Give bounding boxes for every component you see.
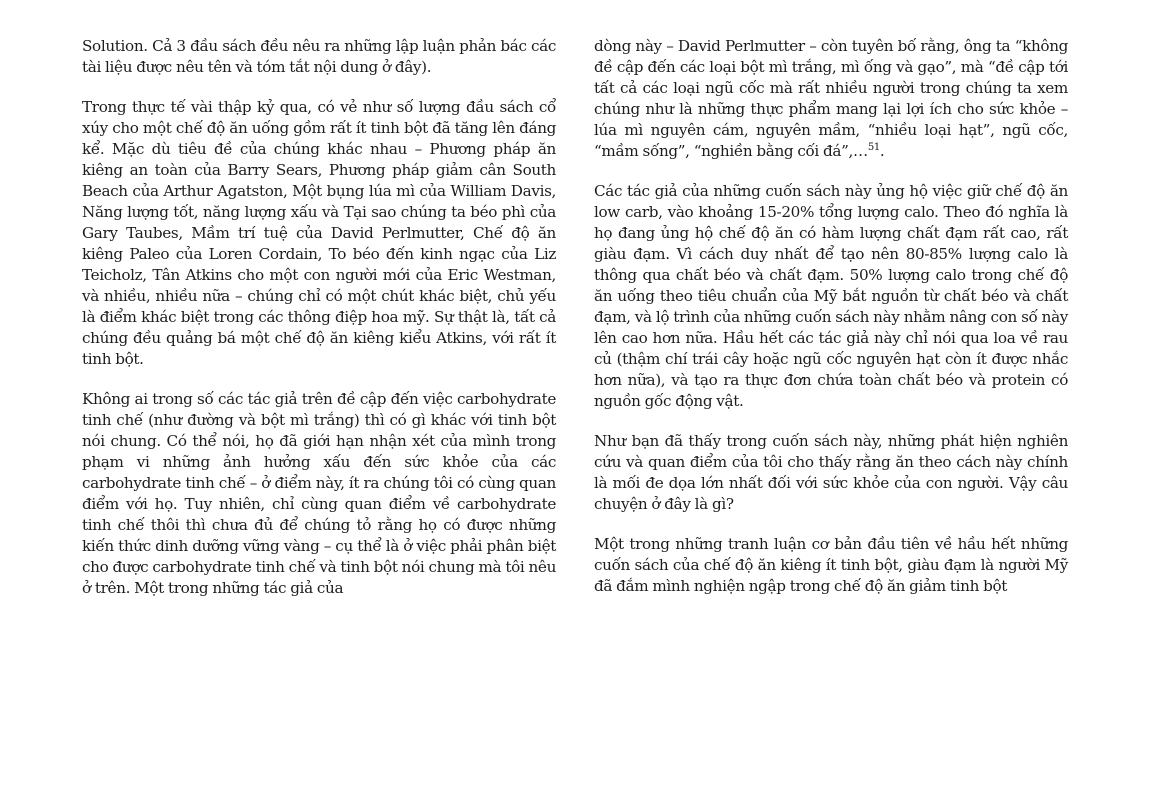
paragraph bbox=[594, 36, 1068, 162]
footnote-reference[interactable]: 51 bbox=[867, 141, 880, 153]
paragraph: Không ai trong số các tác giả trên đề cập đến việc carbohydrate tinh chế (như đường và bột mì trắng) thì có gì khác với tinh bột nói chung. Có thể nói, họ đã giới hạn nhận xét của mình trong phạm vi những ảnh hưởng xấu đến sức khỏe của các carbohydrate tinh chế – ở điểm này, ít ra chúng tôi có cùng quan điểm với họ. Tuy nhiên, chỉ cùng quan điểm về carbohydrate tinh chế thôi thì chưa đủ để chúng tỏ rằng họ có được những kiến thức dinh dưỡng vững vàng – cụ thể là ở việc phải phân biệt cho được carbohydrate tinh chế và tinh bột nói chung mà tôi nêu ở trên. Một trong những tác giả của bbox=[82, 390, 556, 597]
right-column bbox=[594, 36, 1068, 597]
paragraph: Trong thực tế vài thập kỷ qua, có vẻ như số lượng đầu sách cổ xúy cho một chế độ ăn uống gồm rất ít tinh bột đã tăng lên đáng kể. Mặc dù tiêu đề của chúng khác nhau – Phương pháp ăn kiêng an toàn của Barry Sears, Phương pháp giảm cân South Beach của Arthur Agatston, Một bụng lúa mì của William Davis, Năng lượng tốt, năng lượng xấu và Tại sao chúng ta béo phì của Gary Taubes, Mầm trí tuệ của David Perlmutter, Chế độ ăn kiêng Paleo của Loren Cordain, To béo đến kinh ngạc của Liz Teicholz, Tân Atkins cho một con người mới của Eric Westman, và nhiều, nhiều nữa – chúng chỉ có một chút khác biệt, chủ yếu là điểm khác biệt trong các thông điệp hoa mỹ. Sự thật là, tất cả chúng đều quảng bá một chế độ ăn kiêng kiểu Atkins, với rất ít tinh bột. bbox=[82, 98, 556, 368]
paragraph: Một trong những tranh luận cơ bản đầu tiên về hầu hết những cuốn sách của chế độ ăn kiêng ít tinh bột, giàu đạm là người Mỹ đã đắm mình nghiện ngập trong chế độ ăn giảm tinh bột bbox=[594, 535, 1068, 595]
paragraph: Solution. Cả 3 đầu sách đều nêu ra những lập luận phản bác các tài liệu được nêu tên và tóm tắt nội dung ở đây). bbox=[82, 37, 556, 76]
paragraph-end: . bbox=[879, 142, 885, 160]
left-column bbox=[82, 36, 556, 599]
paragraph: Các tác giả của những cuốn sách này ủng hộ việc giữ chế độ ăn low carb, vào khoảng 15-20% tổng lượng calo. Theo đó nghĩa là họ đang ủng hộ chế độ ăn có hàm lượng chất đạm rất cao, rất giàu đạm. Vì cách duy nhất để tạo nên 80-85% lượng calo là thông qua chất béo và chất đạm. 50% lượng calo trong chế độ ăn uống theo tiêu chuẩn của Mỹ bắt nguồn từ chất béo và chất đạm, và lộ trình của những cuốn sách này nhằm nâng con số này lên cao hơn nữa. Hầu hết các tác giả này chỉ nói qua loa về rau củ (thậm chí trái cây hoặc ngũ cốc nguyên hạt còn ít được nhắc hơn nữa), và tạo ra thực đơn chứa toàn chất béo và protein có nguồn gốc động vật. bbox=[594, 182, 1068, 410]
paragraph-text: dòng này – David Perlmutter – còn tuyên bố rằng, ông ta “không đề cập đến các loại bột mì trắng, mì ống và gạo”, mà “đề cập tới tất cả các loại ngũ cốc mà rất nhiều người trong chúng ta xem chúng như là những thực phẩm mang lại lợi ích cho sức khỏe – lúa mì nguyên cám, nguyên mầm, “nhiều loại hạt”, ngũ cốc, “mầm sống”, “nghiền bằng cối đá”,… bbox=[594, 37, 1068, 160]
paragraph: Như bạn đã thấy trong cuốn sách này, những phát hiện nghiên cứu và quan điểm của tôi cho thấy rằng ăn theo cách này chính là mối đe dọa lớn nhất đối với sức khỏe của con người. Vậy câu chuyện ở đây là gì? bbox=[594, 432, 1068, 513]
